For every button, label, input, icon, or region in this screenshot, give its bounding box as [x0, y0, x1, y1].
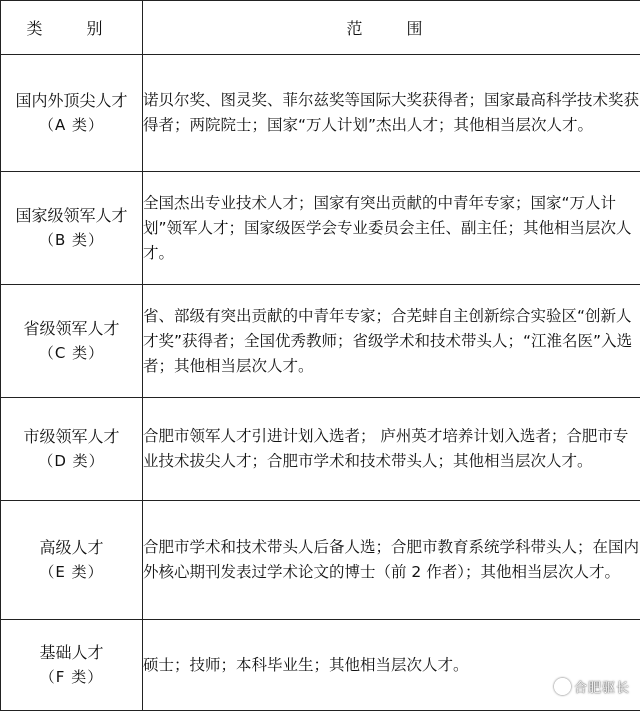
- category-cell: [1, 55, 143, 172]
- category-code: （C 类）: [1, 341, 142, 366]
- scope-cell: 合肥市领军人才引进计划入选者； 庐州英才培养计划入选者；合肥市专业技术拔尖人才；合肥市学术和技术带头人；其他相当层次人才。: [143, 398, 640, 501]
- category-cell: [1, 501, 143, 620]
- category-code: （F 类）: [1, 665, 142, 690]
- scope-cell: 诺贝尔奖、图灵奖、菲尔兹奖等国际大奖获得者；国家最高科学技术奖获得者；两院院士；国家“万人计划”杰出人才；其他相当层次人才。: [143, 55, 640, 172]
- scope-cell: 省、部级有突出贡献的中青年专家；合芜蚌自主创新综合实验区“创新人才奖”获得者；全国优秀教师；省级学术和技术带头人；“江淮名医”入选者；其他相当层次人才。: [143, 285, 640, 398]
- category-code: （E 类）: [1, 560, 142, 585]
- category-name: 国内外顶尖人才: [15, 91, 127, 110]
- category-code: （D 类）: [1, 449, 142, 474]
- table-row: [1, 55, 640, 172]
- category-cell: [1, 172, 143, 285]
- table-row: [1, 172, 640, 285]
- category-cell: [1, 285, 143, 398]
- category-code: （A 类）: [1, 113, 142, 138]
- scope-cell: 硕士；技师；本科毕业生；其他相当层次人才。: [143, 620, 640, 711]
- header-category: 类 别: [1, 1, 143, 55]
- category-name: 高级人才: [39, 538, 103, 557]
- table-row: [1, 620, 640, 711]
- watermark-logo-icon: [554, 678, 571, 695]
- watermark: [554, 677, 630, 696]
- category-name: 基础人才: [39, 643, 103, 662]
- category-cell: [1, 398, 143, 501]
- table-row: [1, 501, 640, 620]
- table-row: [1, 285, 640, 398]
- category-name: 省级领军人才: [23, 319, 119, 338]
- scope-cell: 全国杰出专业技术人才；国家有突出贡献的中青年专家；国家“万人计划”领军人才；国家级医学会专业委员会主任、副主任；其他相当层次人才。: [143, 172, 640, 285]
- category-name: 市级领军人才: [23, 427, 119, 446]
- category-code: （B 类）: [1, 228, 142, 253]
- category-cell: [1, 620, 143, 711]
- table-row: [1, 398, 640, 501]
- category-name: 国家级领军人才: [15, 206, 127, 225]
- header-row: [1, 1, 640, 55]
- watermark-text: 合肥驱长: [574, 681, 630, 696]
- scope-cell: 合肥市学术和技术带头人后备人选；合肥市教育系统学科带头人；在国内外核心期刊发表过学术论文的博士（前 2 作者）；其他相当层次人才。: [143, 501, 640, 620]
- header-scope: 范 围: [143, 1, 640, 55]
